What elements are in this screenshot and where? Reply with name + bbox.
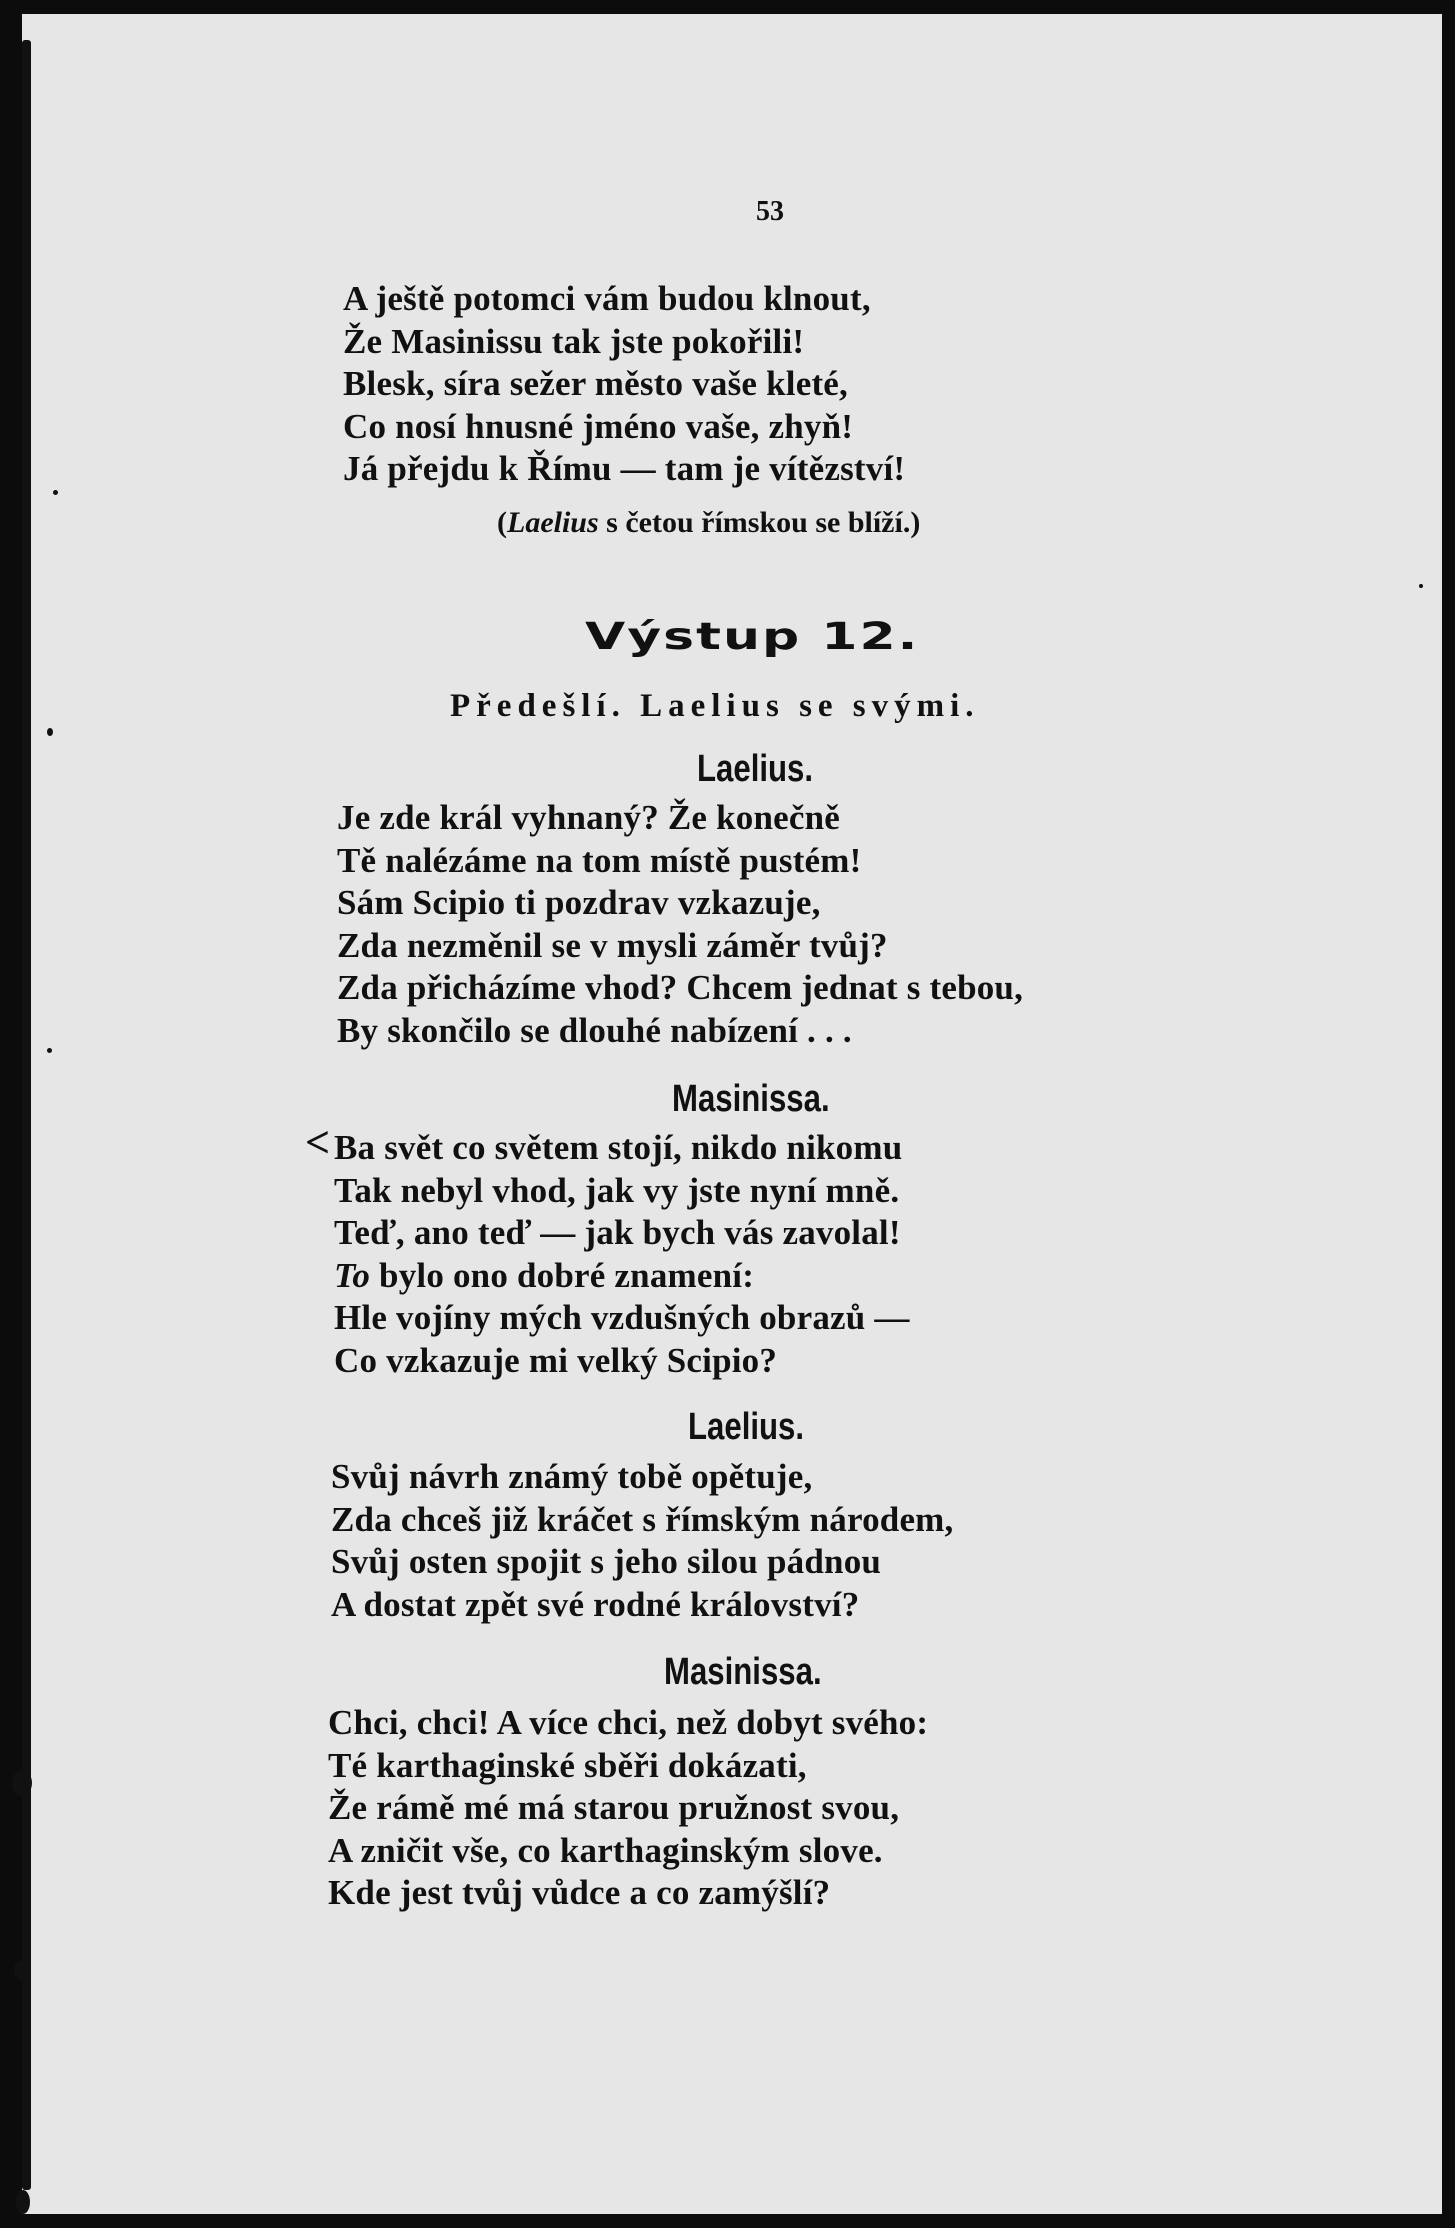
speech-laelius-2 [331,1456,954,1626]
page-number: 53 [756,196,784,227]
speech-laelius-1 [337,797,1023,1052]
opening-verse [343,278,905,491]
speck [47,1048,52,1053]
binding-notch [16,2190,30,2214]
verse-line: Zda přicházíme vhod? Chcem jednat s tebou, [337,968,1024,1007]
speck [53,490,58,495]
verse-line: Tak nebyl vhod, jak vy jste nyní mně. [334,1170,900,1210]
verse-line: Zda chceš již kráčet s římským národem, [331,1499,954,1539]
verse-line: Tě nalézáme na tom místě pustém! [337,840,862,880]
speck [47,728,53,736]
verse-line: Svůj osten spojit s jeho silou pádnou [331,1542,882,1581]
verse-line: Co vzkazuje mi velký Scipio? [334,1340,778,1380]
verse-line: By skončilo se dlouhé nabízení . . . [337,1010,852,1050]
verse-line: Já přejdu k Římu — tam je vítězství! [343,449,906,488]
stage-direction [497,506,920,540]
emphasis-word: To [334,1255,371,1295]
verse-line: Teď, ano teď — jak bych vás zavolal! [334,1213,901,1252]
stage-direction-name: Laelius [507,506,599,539]
verse-line: Svůj návrh známý tobě opětuje, [331,1457,813,1496]
binding-edge [22,40,31,2190]
verse-line: Chci, chci! A více chci, než dobyt svého: [328,1703,929,1742]
stage-direction-rest: s četou římskou se blíží.) [598,506,921,539]
speaker-name: Laelius. [688,1406,805,1448]
speech-masinissa-1 [334,1127,910,1382]
binding-notch [12,1770,32,1796]
verse-line: Sám Scipio ti pozdrav vzkazuje, [337,883,821,922]
verse-line: Ba svět co světem stojí, nikdo nikomu [334,1128,903,1167]
verse-line: Co nosí hnusné jméno vaše, zhyň! [343,406,854,446]
verse-line: Je zde král vyhnaný? Že konečně [337,798,841,837]
scene-title: Výstup 12. [585,615,920,659]
verse-line [334,1255,910,1298]
verse-line: Blesk, síra sežer město vaše kleté, [343,364,848,403]
verse-line: Té karthaginské sběři dokázati, [328,1745,807,1785]
margin-bracket-mark: < [305,1118,331,1167]
speaker-name: Masinissa. [664,1651,822,1693]
verse-line: Že rámě mé má starou pružnost svou, [328,1788,900,1827]
speck [1419,584,1423,588]
stage-direction-open: ( [497,506,507,539]
verse-line: A zničit vše, co karthaginským slove. [328,1830,883,1870]
binding-notch [14,1960,30,1980]
speaker-name: Laelius. [697,748,814,790]
verse-line: A ještě potomci vám budou klnout, [343,279,871,318]
verse-line: Zda nezměnil se v mysli záměr tvůj? [337,925,888,965]
speaker-name: Masinissa. [672,1078,830,1120]
verse-rest: bylo ono dobré znamení: [370,1255,755,1295]
verse-line: Kde jest tvůj vůdce a co zamýšlí? [328,1873,831,1912]
verse-line: Hle vojíny mých vzdušných obrazů — [334,1298,910,1337]
speech-masinissa-2 [328,1702,928,1915]
verse-line: Že Masinissu tak jste pokořili! [343,321,805,361]
scene-cast: Předešlí. Laelius se svými. [450,688,980,724]
verse-line: A dostat zpět své rodné království? [331,1584,860,1624]
